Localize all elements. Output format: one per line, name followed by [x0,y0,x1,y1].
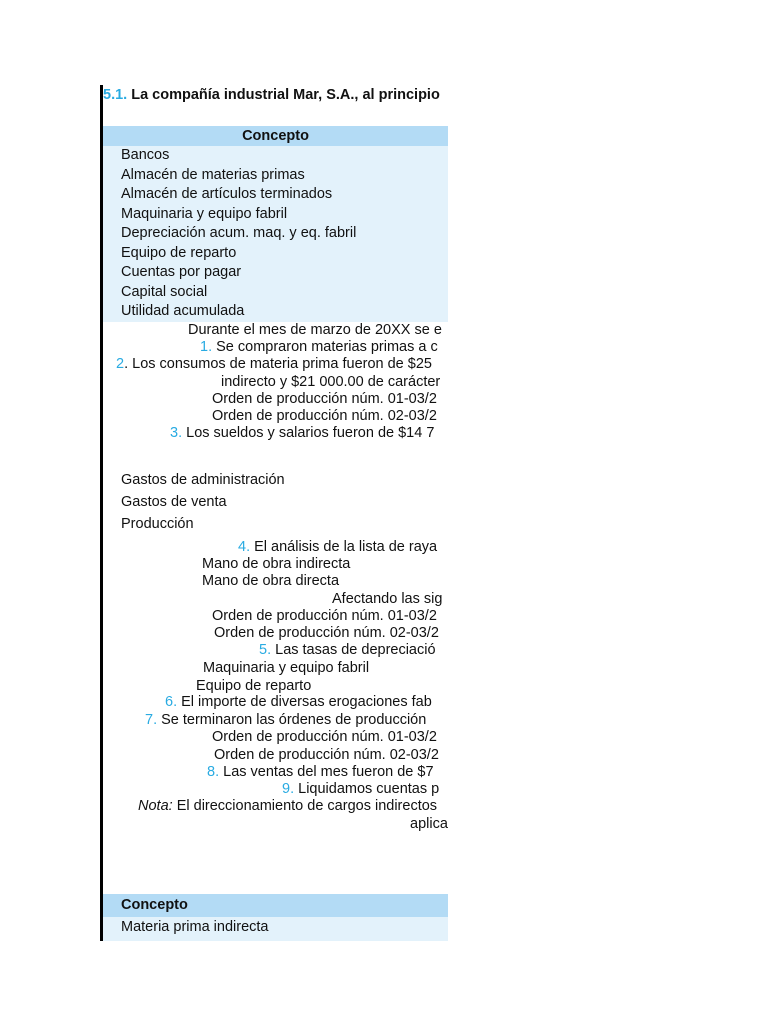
order-line: Orden de producción núm. 01-03/2 [212,391,437,407]
table1-row: Equipo de reparto [121,244,237,261]
mano-obra-directa: Mano de obra directa [202,573,340,589]
item-number: 1. [200,339,213,355]
table1-row: Almacén de artículos terminados [121,186,333,202]
table1-row: Almacén de materias primas [121,166,305,183]
item-text: Los sueldos y salarios fueron de $14 7 [186,425,435,441]
item-2-continuation: indirecto y $21 000.00 de carácter [221,374,441,390]
table2-header: Concepto [103,894,448,917]
afectando-line: Afectando las sig [332,591,443,607]
nota-text: El direccionamiento de cargos indirectos [176,798,438,814]
table1-row: Utilidad acumulada [121,303,245,319]
equipo-reparto-line: Equipo de reparto [196,678,312,694]
spreadsheet-area [100,85,448,941]
exercise-title-text: La compañía industrial Mar, S.A., al principio [131,87,440,103]
mano-obra-indirecta: Mano de obra indirecta [202,556,351,572]
table1-row: Capital social [121,283,208,300]
item-number: 3. [170,425,183,441]
order-line: Orden de producción núm. 01-03/2 [212,729,437,745]
produccion: Producción [121,516,194,532]
order-line: Orden de producción núm. 01-03/2 [212,608,437,624]
nota-label: Nota: [138,798,173,814]
item-text: Se terminaron las órdenes de producción [161,712,427,728]
intro-line: Durante el mes de marzo de 20XX se e [188,322,442,338]
table1-row: Maquinaria y equipo fabril [121,205,288,222]
item-text: . Los consumos de materia prima fueron de $25 [124,356,432,372]
maquinaria-line: Maquinaria y equipo fabril [203,660,370,676]
table1-row: Bancos [121,147,170,163]
exercise-title [103,87,448,103]
item-number: 7. [145,712,158,728]
item-7 [145,712,448,728]
item-text: Liquidamos cuentas p [298,781,440,797]
item-text: El importe de diversas erogaciones fab [181,694,432,710]
item-6 [165,694,448,710]
table1-row: Cuentas por pagar [121,264,242,280]
gastos-administracion: Gastos de administración [121,472,285,488]
item-text: Las ventas del mes fueron de $7 [223,764,434,780]
table2-row: Materia prima indirecta [103,917,448,941]
item-1 [200,339,448,355]
order-line: Orden de producción núm. 02-03/2 [212,408,437,424]
item-3 [170,425,448,441]
item-number: 4. [238,539,251,555]
order-line: Orden de producción núm. 02-03/2 [214,747,439,763]
item-text: El análisis de la lista de raya [254,539,438,555]
gastos-venta: Gastos de venta [121,494,227,510]
item-number: 6. [165,694,178,710]
item-4 [238,539,448,555]
item-2 [116,356,448,372]
item-text: Las tasas de depreciació [275,642,436,658]
table1-row: Depreciación acum. maq. y eq. fabril [121,225,357,241]
item-5 [259,642,448,658]
item-9 [282,781,448,797]
order-line: Orden de producción núm. 02-03/2 [214,625,439,641]
item-number: 2 [116,356,125,372]
nota-line [138,798,448,814]
exercise-number: 5.1. [103,87,128,103]
item-number: 5. [259,642,272,658]
item-number: 8. [207,764,220,780]
item-number: 9. [282,781,295,797]
item-8 [207,764,448,780]
table1-header: Concepto [103,126,448,146]
nota-continuation: aplica [410,816,448,832]
item-text: Se compraron materias primas a c [216,339,438,355]
